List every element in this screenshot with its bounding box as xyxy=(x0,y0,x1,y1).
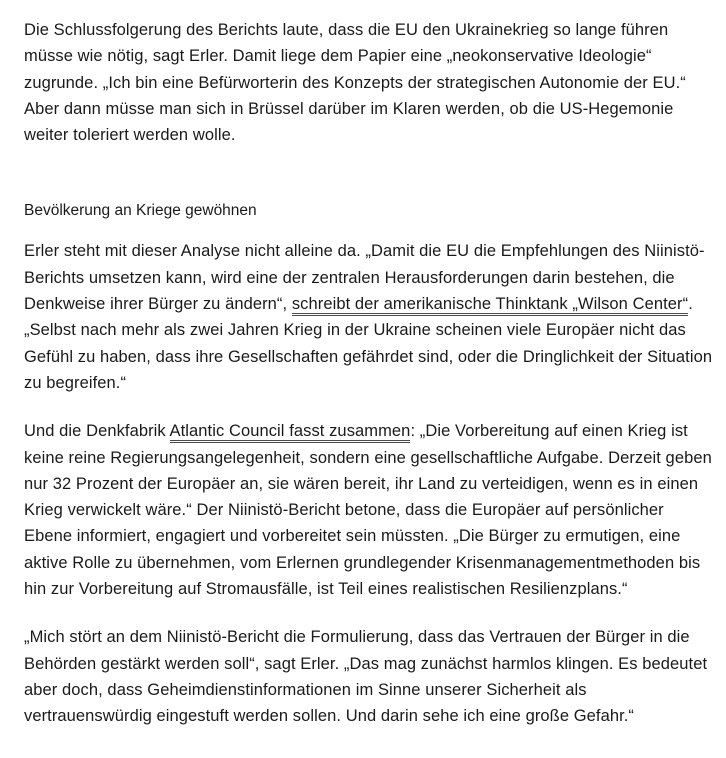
article-body xyxy=(24,17,714,730)
paragraph-4: „Mich stört an dem Niinistö-Bericht die Formulierung, dass das Vertrauen der Bürger in die Behörden gestärkt werden soll“, sagt Erler. „Das mag zunächst harmlos klingen. Es bedeutet aber doch, dass Geheimdienstinformationen im Sinne unserer Sicherheit als vertrauenswürdig eingestuft werden sollen. Und darin sehe ich eine große Gefahr.“ xyxy=(24,628,708,726)
paragraph-2 xyxy=(24,238,714,396)
paragraph-3-text-after: : „Die Vorbereitung auf einen Krieg ist keine reine Regierungsangelegenheit, sondern eine gesellschaftliche Aufgabe. Derzeit geben nur 32 Prozent der Europäer an, sie wären bereit, ihr Land zu verteidigen, wenn es in einen Krieg verwickelt wäre.“ Der Niinistö-Bericht betone, dass die Europäer auf persönlicher Ebene informiert, engagiert und vorbereitet sein müssten. „Die Bürger zu ermutigen, eine aktive Rolle zu übernehmen, vom Erlernen grundlegender Krisenmanagementmethoden bis hin zur Vorbereitung auf Stromausfälle, ist Teil eines realistischen Resilienzplans.“ xyxy=(24,422,712,599)
paragraph-2-text-before: Erler steht mit dieser Analyse nicht alleine da. „Damit die EU die Empfehlungen des Niinistö-Berichts umsetzen kann, wird eine der zentralen Herausforderungen darin bestehen, die Denkweise ihrer Bürger zu ändern“, xyxy=(24,242,705,314)
atlantic-council-link[interactable]: Atlantic Council fasst zusammen xyxy=(170,422,411,443)
paragraph-2-text-after: . „Selbst nach mehr als zwei Jahren Krieg in der Ukraine scheinen viele Europäer nicht das Gefühl zu haben, dass ihre Gesellschaften gefährdet sind, oder die Dringlichkeit der Situation zu begreifen.“ xyxy=(24,295,713,392)
section-heading: Bevölkerung an Kriege gewöhnen xyxy=(24,202,257,220)
wilson-center-link[interactable]: schreibt der amerikanische Thinktank „Wilson Center“ xyxy=(292,295,688,316)
paragraph-1: Die Schlussfolgerung des Berichts laute, dass die EU den Ukrainekrieg so lange führen müsse wie nötig, sagt Erler. Damit liege dem Papier eine „neokonservative Ideologie“ zugrunde. „Ich bin eine Befürworterin des Konzepts der strategischen Autonomie der EU.“ Aber dann müsse man sich in Brüssel darüber im Klaren werden, ob die US-Hegemonie weiter toleriert werden wolle. xyxy=(24,21,686,145)
paragraph-3-text-before: Und die Denkfabrik xyxy=(24,422,170,441)
paragraph-3 xyxy=(24,418,714,602)
